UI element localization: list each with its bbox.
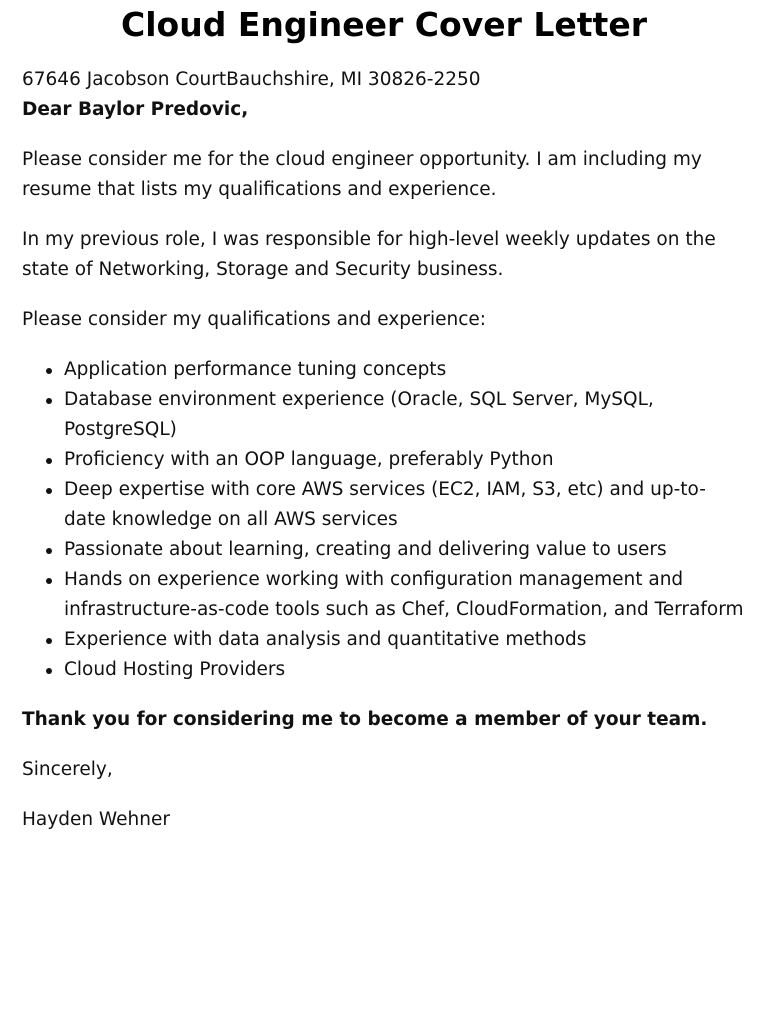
bullet-icon xyxy=(46,548,52,554)
list-item-text: Proficiency with an OOP language, preferably Python xyxy=(64,449,554,470)
bullet-icon xyxy=(46,398,52,404)
list-item-text: Passionate about learning, creating and delivering value to users xyxy=(64,539,667,560)
list-item-text: Hands on experience working with configuration management and infrastructure-as-code tools such as Chef, CloudFormation, and Terraform xyxy=(64,569,744,620)
bullet-icon xyxy=(46,488,52,494)
qualifications-list xyxy=(22,355,746,685)
list-item-text: Application performance tuning concepts xyxy=(64,359,447,380)
closing-statement: Thank you for considering me to become a member of your team. xyxy=(22,709,708,730)
bullet-icon xyxy=(46,638,52,644)
list-item xyxy=(22,445,746,475)
list-item-text: Experience with data analysis and quantitative methods xyxy=(64,629,587,650)
list-item xyxy=(22,565,746,625)
list-item xyxy=(22,625,746,655)
bullet-icon xyxy=(46,668,52,674)
intro-paragraph: Please consider me for the cloud engineer opportunity. I am including my resume that lists my qualifications and experience. xyxy=(22,149,702,200)
bullet-icon xyxy=(46,368,52,374)
list-item xyxy=(22,535,746,565)
list-item xyxy=(22,385,746,445)
valediction: Sincerely, xyxy=(22,759,113,780)
signature-name: Hayden Wehner xyxy=(22,809,170,830)
list-item xyxy=(22,475,746,535)
list-item xyxy=(22,355,746,385)
page-title: Cloud Engineer Cover Letter xyxy=(121,5,647,44)
previous-role-paragraph: In my previous role, I was responsible for high-level weekly updates on the state of Networking, Storage and Security business. xyxy=(22,229,716,280)
list-item-text: Database environment experience (Oracle, SQL Server, MySQL, PostgreSQL) xyxy=(64,389,654,440)
list-item-text: Deep expertise with core AWS services (EC2, IAM, S3, etc) and up-to-date knowledge on all AWS services xyxy=(64,479,706,530)
sender-address: 67646 Jacobson CourtBauchshire, MI 30826-2250 xyxy=(22,69,481,90)
list-item-text: Cloud Hosting Providers xyxy=(64,659,286,680)
list-item xyxy=(22,655,746,685)
salutation: Dear Baylor Predovic, xyxy=(22,99,249,120)
qualifications-intro: Please consider my qualifications and experience: xyxy=(22,309,487,330)
bullet-icon xyxy=(46,458,52,464)
bullet-icon xyxy=(46,578,52,584)
